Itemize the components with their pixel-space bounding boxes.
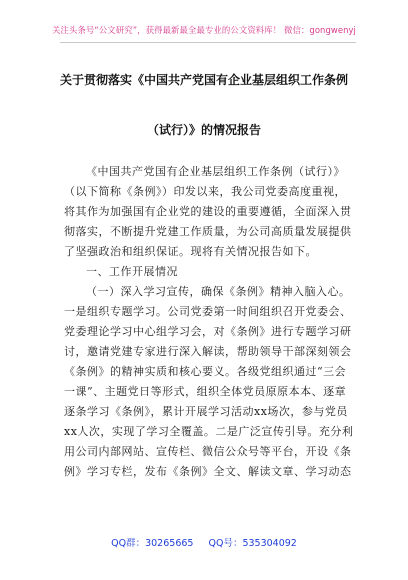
footer-qq-group: QQ群：30265665 [111, 538, 194, 549]
body-line: 将其作为加强国有企业党的建设的重要遵循，全面深入贯 [64, 205, 352, 218]
subsection-heading: （一）深入学习宣传，确保《条例》精神入脑入心。 [86, 285, 351, 298]
body-line: 逐条学习《条例》，累计开展学习活动xx场次，参与党员 [64, 405, 348, 418]
body-line: 党委理论学习中心组学习会，对《条例》进行专题学习研 [64, 325, 352, 338]
body-line: 一课”、主题党日等形式，组织全体党员原原本本、逐章 [64, 385, 347, 398]
footer-contact [0, 535, 408, 549]
document-title-line-2: （试行）》的情况报告 [146, 123, 261, 137]
document-title-line-1: 关于贯彻落实《中国共产党国有企业基层组织工作条例 [59, 73, 348, 87]
body-line: 一是组织专题学习。公司党委第一时间组织召开党委会、 [64, 305, 352, 318]
footer-qq-number: QQ号：535304092 [208, 538, 297, 549]
body-line: （以下简称《条例》）印发以来，我公司党委高度重视， [64, 185, 346, 198]
body-line: 彻落实，不断提升党建工作质量，为公司高质量发展提供 [64, 225, 352, 238]
body-line: 了坚强政治和组织保证。现将有关情况报告如下。 [64, 245, 317, 258]
body-line: xx人次，实现了学习全覆盖。二是广泛宣传引导。充分利 [64, 425, 354, 438]
body-line: 《条例》的精神实质和核心要义。各级党组织通过“三会 [64, 365, 347, 378]
body-line: 用公司内部网站、宣传栏、微信公众号等平台，开设《条 [64, 445, 352, 458]
header-banner: 关注头条号“公文研究”，获得最新最全最专业的公文资料库！ 微信：gongwenyj [52, 25, 356, 35]
body-line: 《中国共产党国有企业基层组织工作条例（试行）》 [86, 165, 345, 178]
body-line: 讨，邀请党建专家进行深入解读，帮助领导干部深刻领会 [64, 345, 352, 358]
document-body [64, 162, 354, 482]
header-divider [60, 42, 356, 43]
body-line: 例》学习专栏，发布《条例》全文、解读文章、学习动态 [64, 465, 352, 478]
section-heading: 一、工作开展情况 [86, 265, 178, 278]
